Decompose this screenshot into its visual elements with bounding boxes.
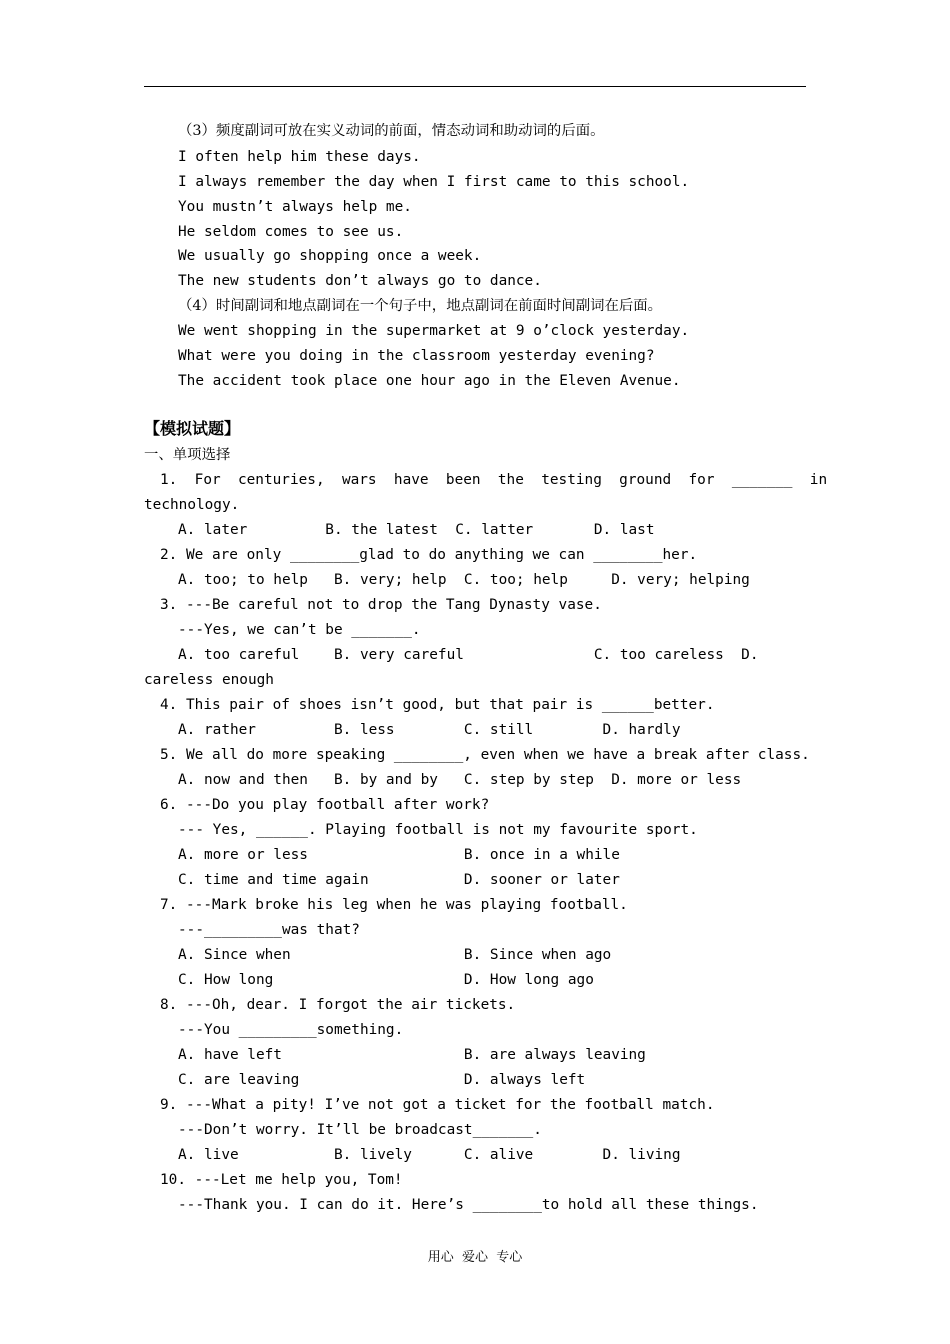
question-8: 8. ---Oh, dear. I forgot the air tickets. [160, 997, 516, 1013]
question-1-options: A. later B. the latest C. latter D. last [178, 522, 655, 538]
question-3-reply: ---Yes, we can’t be _______. [178, 622, 421, 638]
question-2: 2. We are only ________glad to do anything we can ________her. [160, 547, 698, 563]
question-10: 10. ---Let me help you, Tom! [160, 1172, 403, 1188]
example-line: What were you doing in the classroom yesterday evening? [178, 348, 655, 364]
question-1: 1. For centuries, wars have been the testing ground for _______ in [160, 472, 828, 488]
section-title: 【模拟试题】 [144, 419, 241, 438]
question-4: 4. This pair of shoes isn’t good, but that pair is ______better. [160, 697, 715, 713]
question-5-options: A. now and then B. by and by C. step by step D. more or less [178, 772, 742, 788]
question-8-options-cd: C. are leaving D. always left [178, 1072, 586, 1088]
question-5: 5. We all do more speaking ________, even when we have a break after class. [160, 747, 810, 763]
question-9-reply: ---Don’t worry. It’ll be broadcast_______. [178, 1122, 542, 1138]
question-8-options-ab: A. have left B. are always leaving [178, 1047, 646, 1063]
question-1-cont: technology. [144, 497, 240, 513]
question-3-options-cont: careless enough [144, 672, 274, 688]
rule-heading-3: （3）频度副词可放在实义动词的前面，情态动词和助动词的后面。 [178, 123, 605, 139]
page-footer: 用心 爱心 专心 [427, 1250, 523, 1265]
example-line: We usually go shopping once a week. [178, 248, 482, 264]
question-7-reply: ---_________was that? [178, 922, 360, 938]
question-7: 7. ---Mark broke his leg when he was playing football. [160, 897, 628, 913]
question-7-options-ab: A. Since when B. Since when ago [178, 947, 612, 963]
example-line: He seldom comes to see us. [178, 224, 404, 240]
question-3: 3. ---Be careful not to drop the Tang Dynasty vase. [160, 597, 602, 613]
example-line: We went shopping in the supermarket at 9 o’clock yesterday. [178, 323, 690, 339]
example-line: The new students don’t always go to dance. [178, 273, 542, 289]
question-2-options: A. too; to help B. very; help C. too; help D. very; helping [178, 572, 750, 588]
question-6-options-cd: C. time and time again D. sooner or later [178, 872, 620, 888]
question-6: 6. ---Do you play football after work? [160, 797, 490, 813]
question-9-options: A. live B. lively C. alive D. living [178, 1147, 681, 1163]
example-line: I always remember the day when I first came to this school. [178, 174, 690, 190]
question-6-reply: --- Yes, ______. Playing football is not my favourite sport. [178, 822, 698, 838]
example-line: The accident took place one hour ago in the Eleven Avenue. [178, 373, 681, 389]
question-7-options-cd: C. How long D. How long ago [178, 972, 594, 988]
example-line: You mustn’t always help me. [178, 199, 412, 215]
header-rule [144, 86, 806, 87]
question-4-options: A. rather B. less C. still D. hardly [178, 722, 681, 738]
subsection-title: 一、单项选择 [144, 447, 231, 463]
rule-heading-4: （4）时间副词和地点副词在一个句子中，地点副词在前面时间副词在后面。 [178, 298, 663, 314]
example-line: I often help him these days. [178, 149, 421, 165]
question-8-reply: ---You _________something. [178, 1022, 404, 1038]
question-10-reply: ---Thank you. I can do it. Here’s ________to hold all these things. [178, 1197, 759, 1213]
question-9: 9. ---What a pity! I’ve not got a ticket for the football match. [160, 1097, 715, 1113]
question-6-options-ab: A. more or less B. once in a while [178, 847, 620, 863]
question-3-options: A. too careful B. very careful C. too careless D. [178, 647, 759, 663]
